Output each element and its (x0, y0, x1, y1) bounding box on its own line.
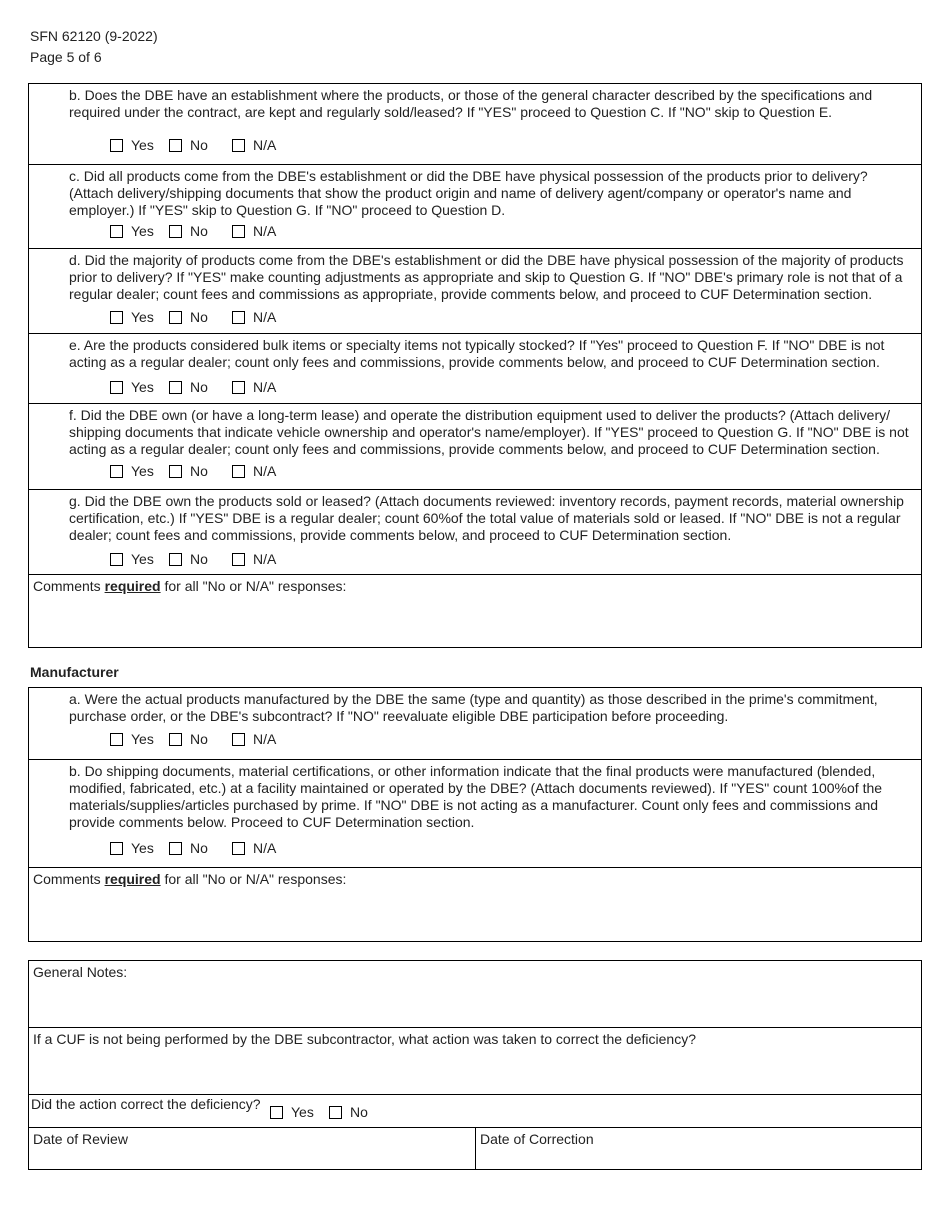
yes-option[interactable] (110, 731, 154, 747)
no-label: No (190, 463, 208, 479)
na-option[interactable] (232, 463, 276, 479)
na-label: N/A (253, 223, 277, 239)
yes-option[interactable] (110, 840, 154, 856)
manufacturer-title: Manufacturer (30, 664, 119, 680)
no-option[interactable] (169, 379, 208, 395)
question-row (29, 334, 921, 404)
na-option[interactable] (232, 379, 276, 395)
general-section (28, 960, 922, 1170)
corrective-action-field[interactable] (29, 1028, 921, 1095)
na-label: N/A (253, 551, 277, 567)
yes-option[interactable] (110, 309, 154, 325)
na-label: N/A (253, 137, 277, 153)
yes-label: Yes (131, 379, 154, 395)
yes-label: Yes (131, 551, 154, 567)
yes-checkbox[interactable] (110, 733, 123, 746)
yes-option[interactable] (110, 137, 154, 153)
na-option[interactable] (232, 137, 276, 153)
no-label: No (190, 551, 208, 567)
question-text: b. Does the DBE have an establishment where the products, or those of the general character described by the specifications and required under the contract, are kept and regularly sold/leased? If "YES" proceed to Question C. If "NO" skip to Question E. (69, 87, 873, 120)
yes-option[interactable] (110, 551, 154, 567)
na-option[interactable] (232, 223, 276, 239)
general-notes-field[interactable] (29, 961, 921, 1028)
date-of-correction-field[interactable] (476, 1128, 921, 1169)
no-checkbox[interactable] (329, 1106, 342, 1119)
no-label: No (190, 731, 208, 747)
comments-field[interactable] (29, 575, 921, 647)
yes-label: Yes (131, 137, 154, 153)
na-checkbox[interactable] (232, 733, 245, 746)
na-option[interactable] (232, 309, 276, 325)
question-row (29, 404, 921, 490)
comments-label: Comments required for all "No or N/A" responses: (33, 871, 347, 887)
na-option[interactable] (232, 551, 276, 567)
yes-label: Yes (131, 731, 154, 747)
question-text: b. Do shipping documents, material certifications, or other information indicate that the final products were manufactured (blended, modified, fabricated, etc.) at a facility maintained or operated by the DBE? (Attach documents reviewed). If "YES" count 100%of the materials/supplies/articles purchased by prime. If "NO" DBE is not acting as a manufacturer. Count only fees and commissions and provide comments below. Proceed to CUF Determination section. (69, 763, 883, 830)
na-option[interactable] (232, 731, 276, 747)
date-of-review-field[interactable] (29, 1128, 476, 1169)
corrective-action-label: If a CUF is not being performed by the DBE subcontractor, what action was taken to correct the deficiency? (33, 1031, 696, 1047)
na-checkbox[interactable] (232, 465, 245, 478)
dates-row (29, 1128, 921, 1169)
question-row (29, 165, 921, 249)
question-text: d. Did the majority of products come from the DBE's establishment or did the DBE have physical possession of the majority of products prior to delivery? If "YES" make counting adjustments as appropriate and skip to Question G. If "NO" DBE's primary role is not that of a regular dealer; count fees and commissions as appropriate, provide comments below, and proceed to CUF Determination section. (69, 252, 904, 302)
na-checkbox[interactable] (232, 553, 245, 566)
yes-label: Yes (131, 840, 154, 856)
question-row (29, 249, 921, 334)
na-option[interactable] (232, 840, 276, 856)
yes-label: Yes (131, 223, 154, 239)
na-checkbox[interactable] (232, 139, 245, 152)
yes-checkbox[interactable] (110, 139, 123, 152)
question-text: g. Did the DBE own the products sold or leased? (Attach documents reviewed: inventory records, payment records, material ownership certification, etc.) If "YES" DBE is a regular dealer; count 60%of the total value of materials sold or leased. If "NO" DBE is not a regular dealer; count fees and commissions, provide comments below, and proceed to CUF Determination section. (69, 493, 904, 543)
question-row (29, 490, 921, 575)
question-text: a. Were the actual products manufactured by the DBE the same (type and quantity) as those described in the prime's commitment, purchase order, or the DBE's subcontract? If "NO" reevaluate eligible DBE participation before proceeding. (69, 691, 878, 724)
yes-option[interactable] (110, 463, 154, 479)
no-option[interactable] (329, 1104, 368, 1120)
comments-label: Comments required for all "No or N/A" responses: (33, 578, 347, 594)
action-corrected-label: Did the action correct the deficiency? (31, 1096, 261, 1112)
no-label: No (190, 223, 208, 239)
no-checkbox[interactable] (169, 842, 182, 855)
page-number: Page 5 of 6 (30, 49, 102, 65)
no-checkbox[interactable] (169, 225, 182, 238)
no-option[interactable] (169, 840, 208, 856)
regular-dealer-section (28, 83, 922, 648)
na-checkbox[interactable] (232, 381, 245, 394)
no-option[interactable] (169, 731, 208, 747)
yes-checkbox[interactable] (270, 1106, 283, 1119)
na-label: N/A (253, 309, 277, 325)
yes-option[interactable] (110, 223, 154, 239)
na-label: N/A (253, 463, 277, 479)
no-label: No (190, 840, 208, 856)
no-checkbox[interactable] (169, 733, 182, 746)
question-text: c. Did all products come from the DBE's establishment or did the DBE have physical possession of the products prior to delivery? (Attach delivery/shipping documents that show the product origin and name of delivery agent/company or operator's name and employer.) If "YES" skip to Question G. If "NO" proceed to Question D. (69, 168, 868, 218)
na-label: N/A (253, 731, 277, 747)
question-text: f. Did the DBE own (or have a long-term lease) and operate the distribution equipment used to deliver the products? (Attach delivery/ shipping documents that indicate vehicle ownership and operator's name/employer). If "YES" proceed to Question G. If "NO" DBE is not acting as a regular dealer; count only fees and commissions, provide comments below, and proceed to CUF Determination section. (69, 407, 909, 457)
action-corrected-row (29, 1095, 921, 1128)
yes-label: Yes (291, 1104, 314, 1120)
question-text: e. Are the products considered bulk items or specialty items not typically stocked? If "Yes" proceed to Question F. If "NO" DBE is not acting as a regular dealer; count only fees and commissions, provide comments below, and proceed to CUF Determination section. (69, 337, 885, 370)
question-row (29, 688, 921, 760)
na-checkbox[interactable] (232, 842, 245, 855)
yes-checkbox[interactable] (110, 381, 123, 394)
comments-field[interactable] (29, 868, 921, 941)
yes-checkbox[interactable] (110, 842, 123, 855)
no-label: No (190, 137, 208, 153)
yes-option[interactable] (110, 379, 154, 395)
na-checkbox[interactable] (232, 225, 245, 238)
form-id: SFN 62120 (9-2022) (30, 28, 158, 44)
date-of-correction-label: Date of Correction (480, 1131, 594, 1147)
no-option[interactable] (169, 309, 208, 325)
no-label: No (350, 1104, 368, 1120)
question-row (29, 760, 921, 868)
yes-option[interactable] (270, 1104, 314, 1120)
no-checkbox[interactable] (169, 553, 182, 566)
yes-checkbox[interactable] (110, 225, 123, 238)
yes-label: Yes (131, 309, 154, 325)
date-of-review-label: Date of Review (33, 1131, 128, 1147)
no-option[interactable] (169, 463, 208, 479)
no-option[interactable] (169, 551, 208, 567)
yes-checkbox[interactable] (110, 553, 123, 566)
na-label: N/A (253, 840, 277, 856)
no-checkbox[interactable] (169, 139, 182, 152)
no-label: No (190, 379, 208, 395)
no-checkbox[interactable] (169, 465, 182, 478)
question-row (29, 84, 921, 165)
no-label: No (190, 309, 208, 325)
yes-checkbox[interactable] (110, 465, 123, 478)
no-option[interactable] (169, 137, 208, 153)
general-notes-label: General Notes: (33, 964, 128, 980)
no-checkbox[interactable] (169, 381, 182, 394)
no-checkbox[interactable] (169, 311, 182, 324)
na-checkbox[interactable] (232, 311, 245, 324)
yes-checkbox[interactable] (110, 311, 123, 324)
na-label: N/A (253, 379, 277, 395)
no-option[interactable] (169, 223, 208, 239)
manufacturer-section (28, 687, 922, 942)
yes-label: Yes (131, 463, 154, 479)
